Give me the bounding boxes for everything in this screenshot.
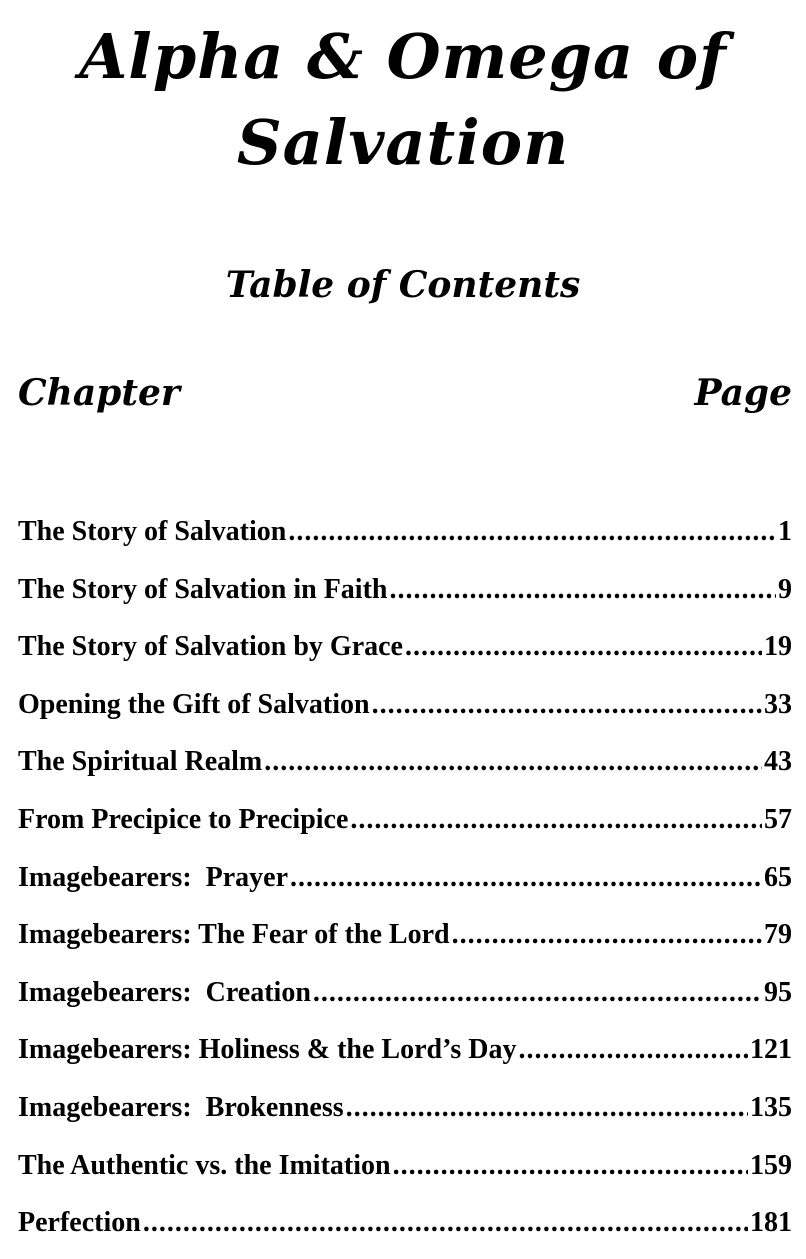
dot-leader — [143, 1201, 748, 1245]
toc-entry — [18, 913, 792, 971]
toc-entry — [18, 1201, 792, 1259]
chapter-title: Imagebearers: The Fear of the Lord — [18, 919, 450, 951]
toc-entry — [18, 971, 792, 1029]
toc-entry — [18, 510, 792, 568]
toc-entry — [18, 1144, 792, 1202]
dot-leader — [405, 625, 762, 669]
toc-entry — [18, 683, 792, 741]
chapter-title: The Spiritual Realm — [18, 746, 263, 778]
page-number: 33 — [764, 688, 792, 720]
dot-leader — [264, 740, 762, 784]
page-number: 43 — [764, 746, 792, 778]
page-number: 135 — [750, 1091, 792, 1123]
book-title — [0, 14, 806, 186]
page-number: 95 — [764, 976, 792, 1008]
dot-leader — [393, 1144, 748, 1188]
chapter-title: Imagebearers: Brokenness — [18, 1091, 344, 1123]
dot-leader — [389, 568, 776, 612]
dot-leader — [372, 683, 762, 727]
page-number: 65 — [764, 861, 792, 893]
dot-leader — [452, 913, 762, 957]
toc-entry — [18, 1028, 792, 1086]
page-number: 19 — [764, 631, 792, 663]
book-title-line-1: Alpha & Omega of — [79, 20, 727, 93]
book-title-line-2: Salvation — [236, 106, 570, 179]
toc-list — [18, 510, 792, 1259]
page-number: 181 — [750, 1207, 792, 1239]
dot-leader — [290, 856, 762, 900]
page-number: 57 — [764, 803, 792, 835]
chapter-title: Imagebearers: Holiness & the Lord’s Day — [18, 1034, 517, 1066]
chapter-title: The Story of Salvation in Faith — [18, 573, 388, 605]
page-number: 159 — [750, 1149, 792, 1181]
toc-entry — [18, 740, 792, 798]
dot-leader — [519, 1028, 748, 1072]
chapter-title: The Story of Salvation by Grace — [18, 631, 403, 663]
chapter-title: Perfection — [18, 1207, 141, 1239]
toc-entry — [18, 798, 792, 856]
chapter-title: The Authentic vs. the Imitation — [18, 1149, 391, 1181]
toc-entry — [18, 1086, 792, 1144]
toc-entry — [18, 568, 792, 626]
page-column-header: Page — [694, 372, 792, 414]
toc-entry — [18, 625, 792, 683]
chapter-title: From Precipice to Precipice — [18, 803, 349, 835]
page-number: 9 — [778, 573, 792, 605]
dot-leader — [346, 1086, 748, 1130]
chapter-title: Imagebearers: Prayer — [18, 861, 289, 893]
dot-leader — [313, 971, 762, 1015]
chapter-column-header: Chapter — [18, 372, 180, 414]
page-number: 121 — [750, 1034, 792, 1066]
page-number: 79 — [764, 919, 792, 951]
chapter-title: Imagebearers: Creation — [18, 976, 311, 1008]
dot-leader — [288, 510, 776, 554]
toc-heading: Table of Contents — [225, 264, 581, 306]
chapter-title: The Story of Salvation — [18, 516, 287, 547]
chapter-title: Opening the Gift of Salvation — [18, 688, 370, 720]
page-number: 1 — [778, 516, 792, 547]
toc-entry — [18, 856, 792, 914]
dot-leader — [350, 798, 762, 842]
